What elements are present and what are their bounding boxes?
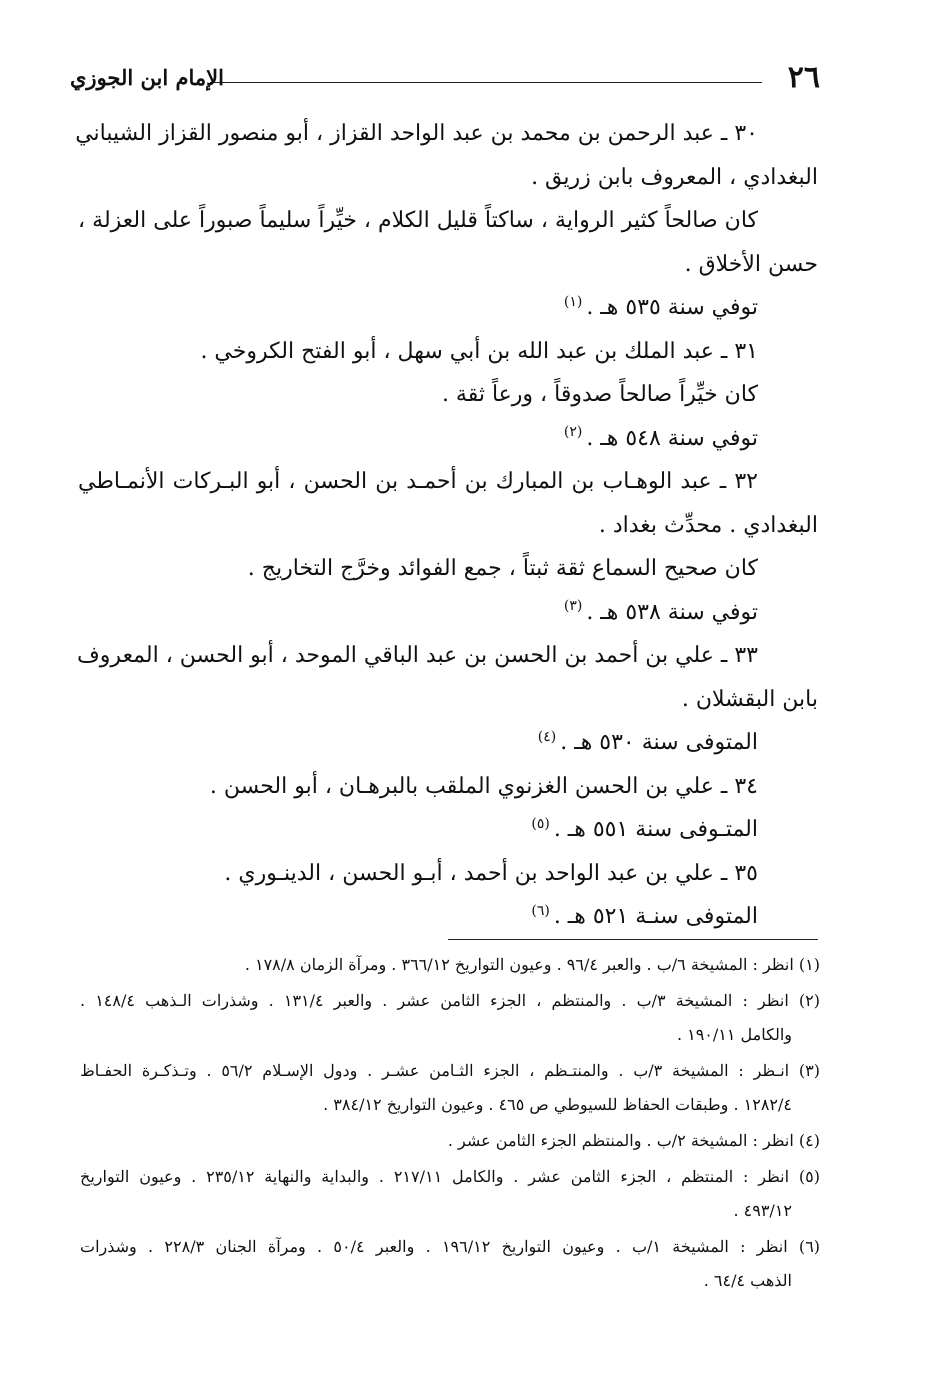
line-text: توفي سنة ٥٣٨ هـ .	[586, 599, 758, 625]
line-text: ٣٤ ـ علي بن الحسن الغزنوي الملقب بالبرهـان ، أبو الحسن .	[209, 773, 758, 799]
footnote-line: ١٢٨٢/٤ . وطبقات الحفاظ للسيوطي ص ٤٦٥ . وعيون التواريخ ٣٨٤/١٢ .	[323, 1095, 792, 1114]
header-rule	[210, 82, 762, 83]
text-line	[78, 765, 818, 809]
footnote	[80, 948, 820, 982]
running-title: الإمام ابن الجوزي	[70, 65, 224, 90]
line-text: ٣٣ ـ علي بن أحمد بن الحسن بن عبد الباقي الموحد ، أبو الحسن ، المعروف	[77, 643, 758, 668]
footnote	[80, 1230, 820, 1298]
line-text: البغدادي . محدِّث بغداد .	[598, 512, 818, 538]
text-line	[78, 460, 818, 504]
line-text: ٣٥ ـ علي بن عبد الواحد بن أحمد ، أبـو الحسن ، الدينـوري .	[224, 860, 758, 886]
text-line	[78, 808, 818, 852]
text-line	[78, 634, 818, 678]
text-line	[78, 852, 818, 896]
line-text: كان صحيح السماع ثقة ثبتاً ، جمع الفوائد وخرَّج التخاريج .	[247, 556, 758, 581]
footnotes	[80, 948, 820, 1298]
line-text: البغدادي ، المعروف بابن زريق .	[531, 164, 818, 190]
text-line	[78, 373, 818, 417]
footnote-marker: (٥)	[531, 815, 550, 832]
footnote-marker: (٦)	[531, 902, 550, 919]
text-line	[78, 678, 818, 722]
text-line	[78, 591, 818, 635]
footnote-marker: (٢)	[563, 424, 583, 441]
text-line	[75, 112, 818, 156]
footnote	[80, 1160, 820, 1228]
footnote-separator	[448, 939, 818, 940]
line-text: المتوفى سنة ٥٣٠ هـ .	[560, 730, 758, 755]
line-text: كان صالحاً كثير الرواية ، ساكتاً قليل الكلام ، خيِّراً سليماً صبوراً على العزلة ،	[78, 208, 758, 233]
footnote-line: (٢) انظر : المشيخة ٣/ب . والمنتظم ، الجزء الثامن عشر . والعبر ١٣١/٤ . وشذرات الـذهب ١٤٨/٤ .	[80, 991, 820, 1010]
line-text: توفي سنة ٥٤٨ هـ .	[586, 425, 758, 451]
footnote-line: (٣) انـظر : المشيخة ٣/ب . والمنتـظم ، الجزء الثـامن عشـر . ودول الإسـلام ٥٦/٢ . وتـذكـرة الحفـاظ	[80, 1061, 820, 1080]
footnote-marker: (٤)	[537, 728, 557, 745]
footnote-marker: (١)	[563, 293, 583, 310]
line-text: ٣٢ ـ عبد الوهـاب بن المبارك بن أحمـد بن الحسن ، أبو البـركات الأنمـاطي	[78, 469, 758, 494]
line-text: توفي سنة ٥٣٥ هـ .	[586, 295, 758, 320]
footnote-line: والكامل ١٩٠/١١ .	[676, 1025, 792, 1044]
line-text: كان خيِّراً صالحاً صدوقاً ، ورعاً ثقة .	[441, 382, 758, 407]
page-number: ٢٦	[787, 60, 820, 95]
footnote-line: ٤٩٣/١٢ .	[733, 1201, 792, 1220]
line-text: ٣١ ـ عبد الملك بن عبد الله بن أبي سهل ، أبو الفتح الكروخي .	[200, 338, 758, 364]
footnote-marker: (٣)	[563, 598, 583, 615]
text-line	[78, 286, 818, 330]
footnote-line: الذهب ٦٤/٤ .	[703, 1271, 792, 1290]
text-line	[78, 547, 818, 591]
footnote	[80, 1054, 820, 1122]
text-line	[78, 895, 818, 939]
footnote	[80, 984, 820, 1052]
page-header	[70, 58, 820, 98]
text-line	[78, 243, 818, 287]
line-text: المتـوفى سنة ٥٥١ هـ .	[553, 817, 758, 842]
text-line	[78, 721, 818, 765]
text-line	[78, 156, 818, 200]
text-line	[78, 199, 818, 243]
line-text: حسن الأخلاق .	[684, 251, 818, 277]
text-line	[78, 504, 818, 548]
footnote	[80, 1124, 820, 1158]
text-line	[78, 330, 818, 374]
text-line	[78, 417, 818, 461]
footnote-line: (٥) انظر : المنتظم ، الجزء الثامن عشر . والكامل ٢١٧/١١ . والبداية والنهاية ٢٣٥/١٢ . وعيون التواريخ	[80, 1167, 821, 1186]
footnote-line: (١) انظر : المشيخة ٦/ب . والعبر ٩٦/٤ . وعيون التواريخ ٣٦٦/١٢ . ومرآة الزمان ١٧٨/٨ .	[244, 955, 820, 974]
line-text: بابن البقشلان .	[681, 686, 818, 712]
footnote-line: (٤) انظر : المشيخة ٢/ب . والمنتظم الجزء الثامن عشر .	[447, 1131, 820, 1150]
body-text	[75, 112, 818, 939]
footnote-line: (٦) انظر : المشيخة ١/ب . وعيون التواريخ ١٩٦/١٢ . والعبر ٥٠/٤ . ومرآة الجنان ٢٢٨/٣ . وشذرات	[80, 1237, 821, 1256]
line-text: ٣٠ ـ عبد الرحمن بن محمد بن عبد الواحد القزاز ، أبو منصور القزاز الشيباني	[75, 121, 758, 146]
line-text: المتوفى سنـة ٥٢١ هـ .	[553, 904, 758, 929]
